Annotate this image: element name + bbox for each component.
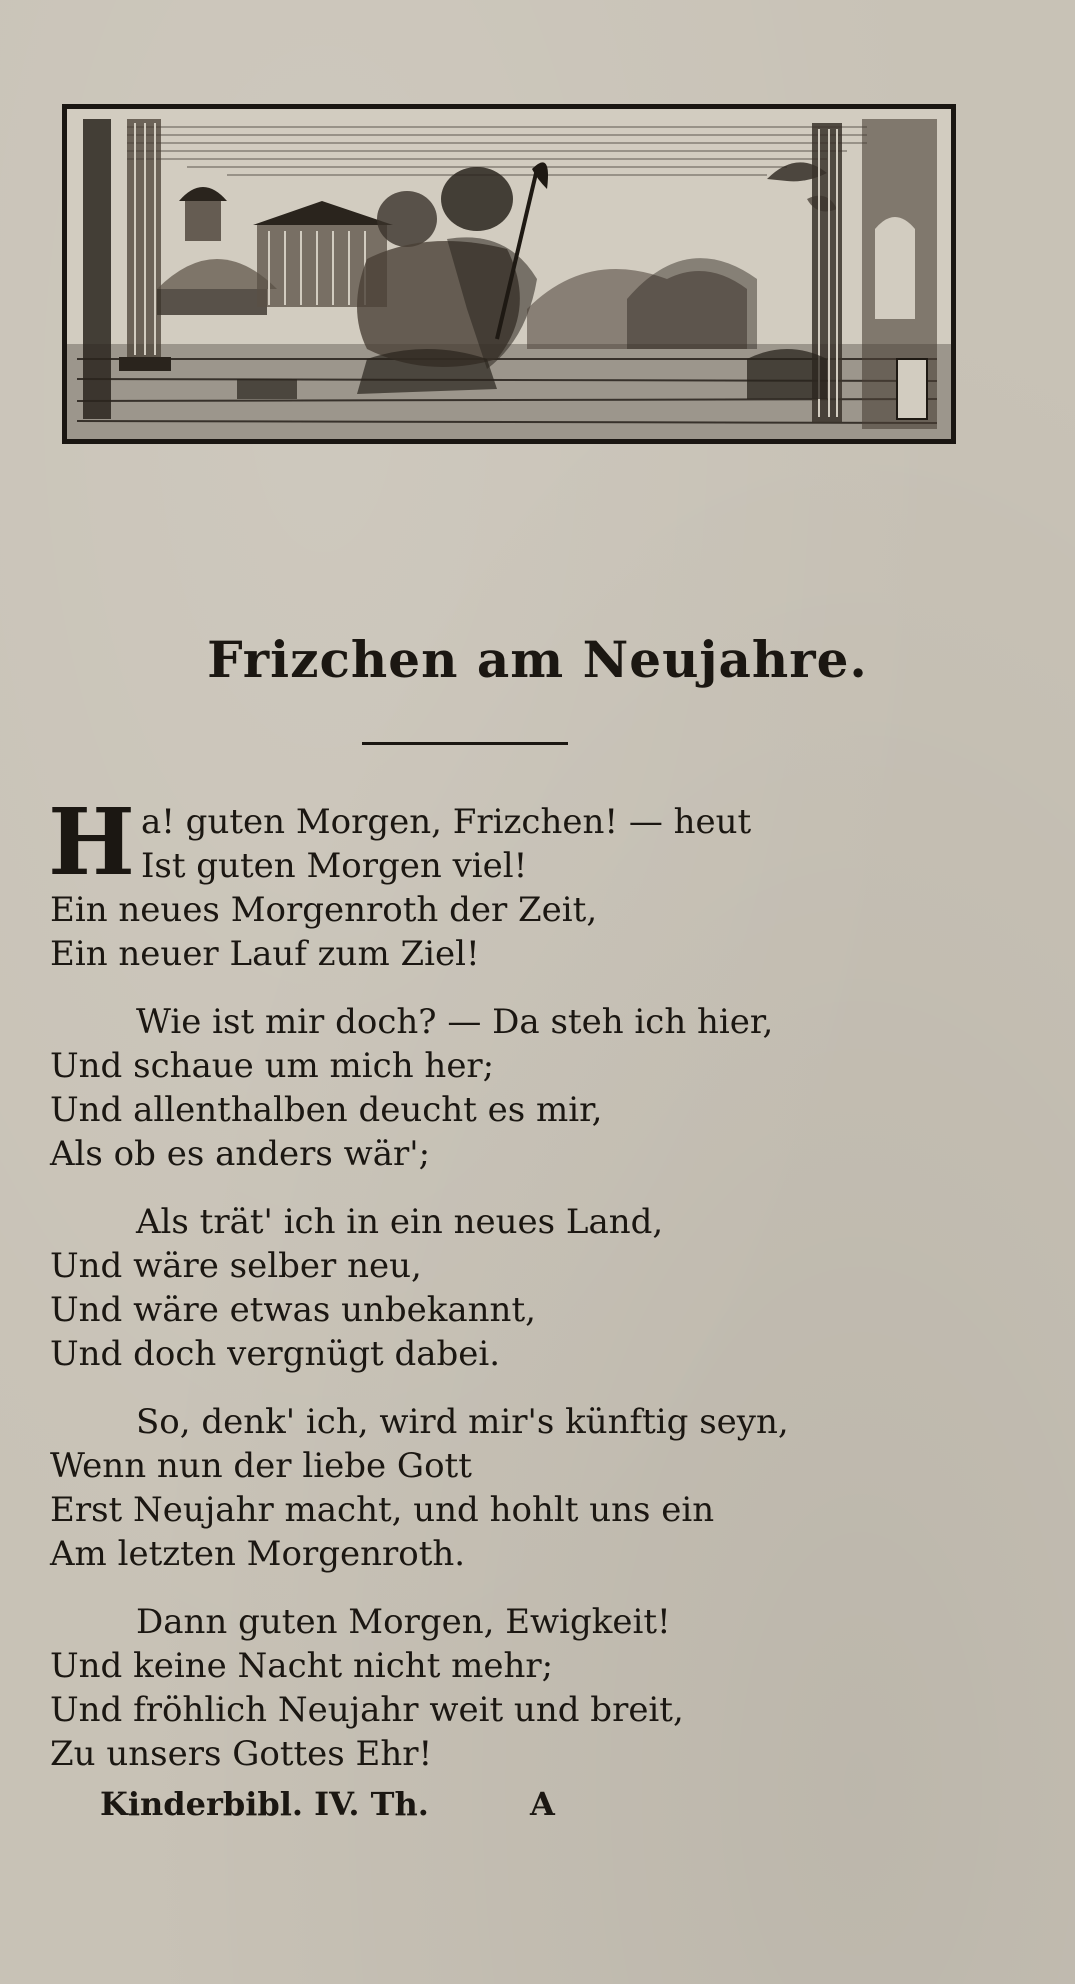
stanza-5 — [50, 1600, 1050, 1776]
woodcut-illustration — [62, 104, 956, 444]
poem-line: So, denk' ich, wird mir's künftig seyn, — [136, 1402, 789, 1442]
signature-mark: A — [530, 1785, 555, 1823]
poem-line: Und wäre etwas unbekannt, — [50, 1290, 536, 1330]
stanza-1 — [48, 788, 1050, 976]
poem-line: Ein neues Morgenroth der Zeit, — [50, 890, 598, 930]
poem-line: Wie ist mir doch? — Da steh ich hier, — [136, 1002, 774, 1042]
catchline: Kinderbibl. IV. Th. — [100, 1785, 429, 1823]
title-divider — [362, 742, 568, 745]
poem-line: Und doch vergnügt dabei. — [50, 1334, 501, 1374]
poem-line: Und allenthalben deucht es mir, — [50, 1090, 603, 1130]
page-footer — [100, 1785, 555, 1823]
poem-line: Erst Neujahr macht, und hohlt uns ein — [50, 1490, 715, 1530]
stanza-3 — [50, 1200, 1050, 1376]
poem-line: Als ob es anders wär'; — [50, 1134, 431, 1174]
poem-line: Am letzten Morgenroth. — [50, 1534, 466, 1574]
poem-line: Und fröhlich Neujahr weit und breit, — [50, 1690, 684, 1730]
poem-line: Und schaue um mich her; — [50, 1046, 495, 1086]
poem-line: Ist guten Morgen viel! — [140, 846, 528, 886]
poem-title: Frizchen am Neujahre. — [207, 630, 868, 689]
poem-line: Und keine Nacht nicht mehr; — [50, 1646, 554, 1686]
poem-line: Wenn nun der liebe Gott — [50, 1446, 472, 1486]
stanza-2 — [50, 1000, 1050, 1176]
drop-cap: H — [48, 788, 135, 896]
poem-line: Zu unsers Gottes Ehr! — [50, 1734, 433, 1774]
poem-line: Als trät' ich in ein neues Land, — [136, 1202, 664, 1242]
woodcut-art — [67, 109, 951, 439]
poem-line: Ein neuer Lauf zum Ziel! — [50, 934, 480, 974]
poem-line: Und wäre selber neu, — [50, 1246, 422, 1286]
poem-line: a! guten Morgen, Frizchen! — heut — [140, 802, 752, 842]
stanza-4 — [50, 1400, 1050, 1576]
poem-line: Dann guten Morgen, Ewigkeit! — [136, 1602, 671, 1642]
poem-body — [48, 788, 1050, 1800]
